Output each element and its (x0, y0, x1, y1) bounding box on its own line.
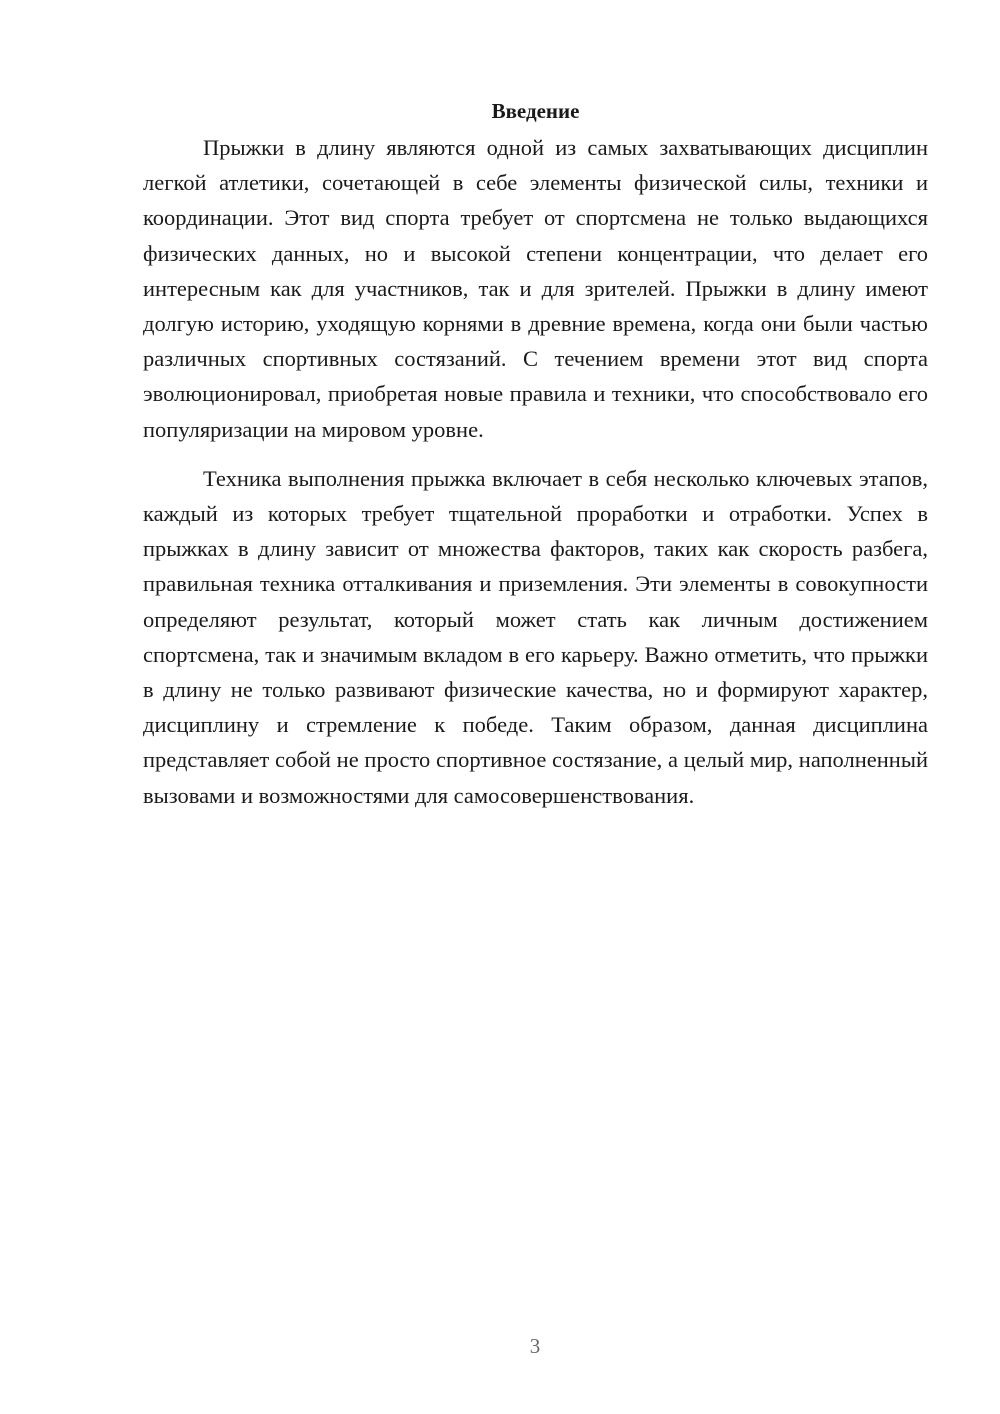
page-content (143, 96, 928, 813)
section-heading: Введение (491, 99, 580, 123)
page-number: 3 (529, 1334, 541, 1358)
paragraph-2: Техника выполнения прыжка включает в себя несколько ключевых этапов, каждый из которых требует тщательной проработки и отработки. Успех в прыжках в длину зависит от множества факторов, таких как скорость разбега, правильная техника отталкивания и приземления. Эти элементы в совокупности определяют результат, который может стать как личным достижением спортсмена, так и значимым вкладом в его карьеру. Важно отметить, что прыжки в длину не только развивают физические качества, но и формируют характер, дисциплину и стремление к победе. Таким образом, данная дисциплина представляет собой не просто спортивное состязание, а целый мир, наполненный вызовами и возможностями для самосовершенствования. (143, 465, 928, 808)
paragraph-1: Прыжки в длину являются одной из самых захватывающих дисциплин легкой атлетики, сочетающей в себе элементы физической силы, техники и координации. Этот вид спорта требует от спортсмена не только выдающихся физических данных, но и высокой степени концентрации, что делает его интересным как для участников, так и для зрителей. Прыжки в длину имеют долгую историю, уходящую корнями в древние времена, когда они были частью различных спортивных состязаний. С течением времени этот вид спорта эволюционировал, приобретая новые правила и техники, что способствовало его популяризации на мировом уровне. (143, 135, 928, 442)
